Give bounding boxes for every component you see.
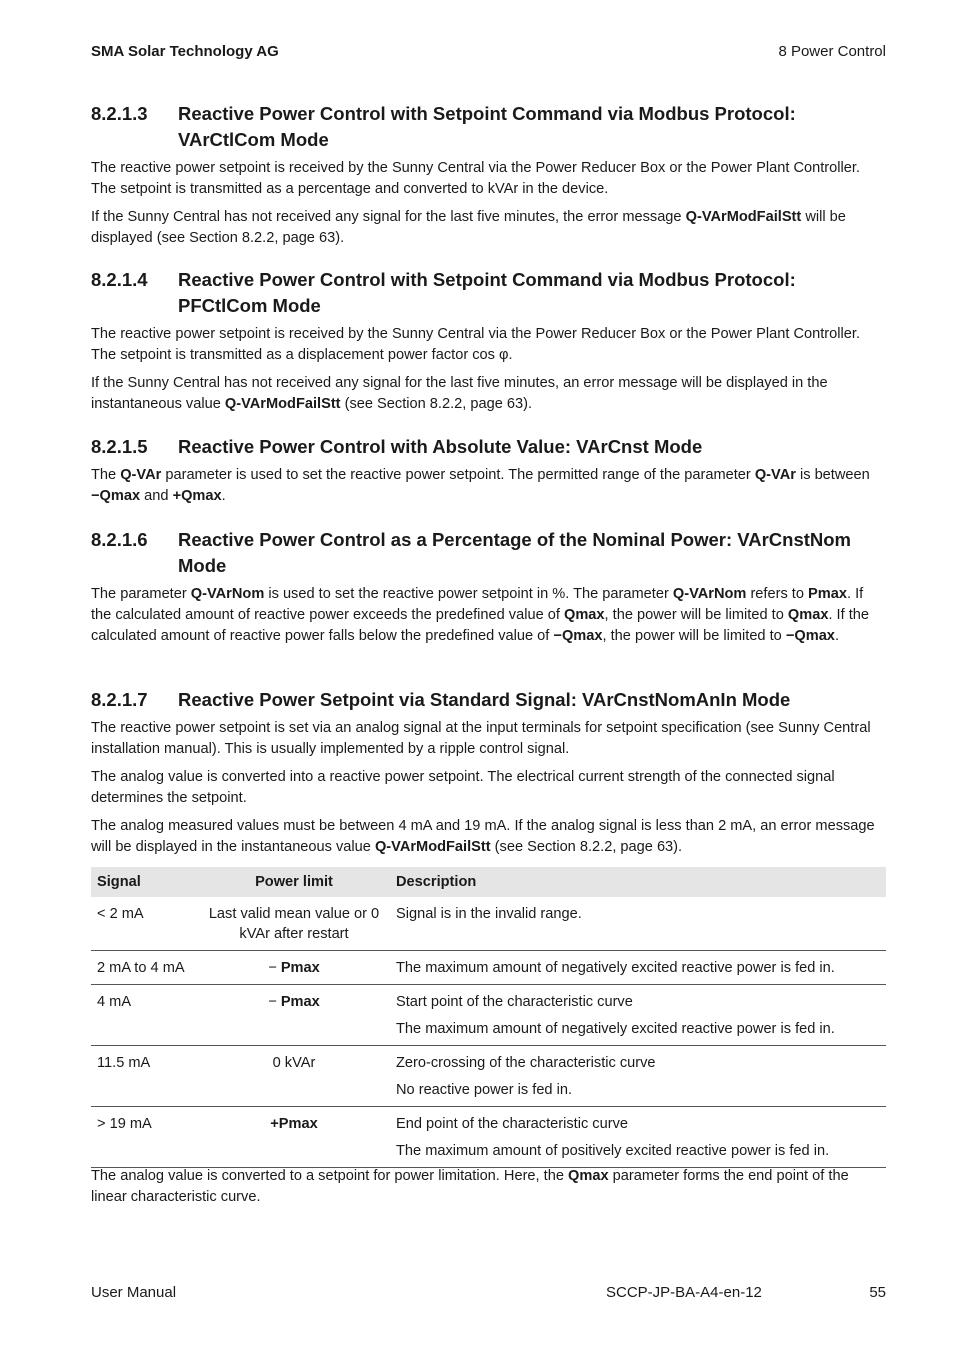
section-8-2-1-3 <box>91 101 886 249</box>
chapter-title: 8 Power Control <box>778 43 886 60</box>
footer-manual-label: User Manual <box>91 1284 177 1301</box>
section-8-2-1-6 <box>91 527 886 647</box>
paragraph: The reactive power setpoint is received by the Sunny Central via the Power Reducer Box or the Power Plant Controller. The setpoint is transmitted as a displacement power factor cos φ. <box>91 326 860 363</box>
section-heading <box>91 434 886 460</box>
page-footer <box>91 1284 886 1306</box>
description-cell: The maximum amount of negatively excited reactive power is fed in. <box>390 951 886 985</box>
section-title: Reactive Power Control with Absolute Value: VArCnst Mode <box>178 436 703 457</box>
column-header: Power limit <box>198 867 390 897</box>
signal-cell: 2 mA to 4 mA <box>91 951 198 985</box>
table-row <box>91 985 886 1046</box>
signal-cell: 11.5 mA <box>91 1046 198 1107</box>
signal-cell: < 2 mA <box>91 897 198 951</box>
column-header: Signal <box>91 867 198 897</box>
signal-table <box>91 867 886 1168</box>
paragraph: The analog measured values must be between 4 mA and 19 mA. If the analog signal is less than 2 mA, an error message will be displayed in the instantaneous value Q-VArModFailStt (see Section 8.2.2, page 63). <box>91 818 875 855</box>
section-8-2-1-5 <box>91 434 886 507</box>
section-title: Reactive Power Control with Setpoint Command via Modbus Protocol: PFCtlCom Mode <box>178 269 796 316</box>
description-cell: Zero-crossing of the characteristic curve No reactive power is fed in. <box>390 1046 886 1107</box>
page-number: 55 <box>869 1284 886 1301</box>
power-limit-cell: − Pmax <box>198 951 390 985</box>
section-number: 8.2.1.3 <box>91 103 148 124</box>
section-heading <box>91 267 886 319</box>
column-header: Description <box>390 867 886 897</box>
table-row <box>91 1107 886 1168</box>
table-row <box>91 1046 886 1107</box>
section-8-2-1-7 <box>91 687 886 858</box>
closing-section <box>91 1166 886 1208</box>
section-number: 8.2.1.4 <box>91 269 148 290</box>
description-cell: Signal is in the invalid range. <box>390 897 886 951</box>
paragraph: The reactive power setpoint is received by the Sunny Central via the Power Reducer Box or the Power Plant Controller. The setpoint is transmitted as a percentage and converted to kVAr in the device. <box>91 160 860 197</box>
paragraph: The analog value is converted to a setpoint for power limitation. Here, the Qmax parameter forms the end point of the linear characteristic curve. <box>91 1168 849 1205</box>
power-limit-cell: − Pmax <box>198 985 390 1046</box>
signal-cell: 4 mA <box>91 985 198 1046</box>
paragraph: The reactive power setpoint is set via an analog signal at the input terminals for setpoint specification (see Sunny Central installation manual). This is usually implemented by a ripple control signal. <box>91 720 871 757</box>
company-name: SMA Solar Technology AG <box>91 43 279 60</box>
paragraph: The parameter Q-VArNom is used to set the reactive power setpoint in %. The parameter Q-VArNom refers to Pmax. If the calculated amount of reactive power exceeds the predefined value of Qmax, the power will be limited to Qmax. If the calculated amount of reactive power falls below the predefined value of −Qmax, the power will be limited to −Qmax. <box>91 586 869 644</box>
power-limit-cell: 0 kVAr <box>198 1046 390 1107</box>
page-header <box>91 43 886 65</box>
section-title: Reactive Power Control as a Percentage of the Nominal Power: VArCnstNom Mode <box>178 529 852 576</box>
power-limit-cell: Last valid mean value or 0 kVAr after restart <box>198 897 390 951</box>
section-heading <box>91 527 886 579</box>
table-row <box>91 951 886 985</box>
signal-cell: > 19 mA <box>91 1107 198 1168</box>
paragraph: The analog value is converted into a reactive power setpoint. The electrical current strength of the connected signal determines the setpoint. <box>91 769 835 806</box>
section-title: Reactive Power Control with Setpoint Command via Modbus Protocol: VArCtlCom Mode <box>178 103 796 150</box>
section-8-2-1-4 <box>91 267 886 415</box>
section-number: 8.2.1.5 <box>91 436 148 457</box>
section-heading <box>91 101 886 153</box>
section-title: Reactive Power Setpoint via Standard Signal: VArCnstNomAnIn Mode <box>178 689 791 710</box>
paragraph: The Q-VAr parameter is used to set the reactive power setpoint. The permitted range of the parameter Q-VAr is between −Qmax and +Qmax. <box>91 467 870 504</box>
description-cell: Start point of the characteristic curve The maximum amount of negatively excited reactive power is fed in. <box>390 985 886 1046</box>
section-number: 8.2.1.6 <box>91 529 148 550</box>
power-limit-cell: +Pmax <box>198 1107 390 1168</box>
description-cell: End point of the characteristic curve The maximum amount of positively excited reactive power is fed in. <box>390 1107 886 1168</box>
table-row <box>91 897 886 951</box>
section-heading <box>91 687 886 713</box>
paragraph: If the Sunny Central has not received any signal for the last five minutes, the error message Q-VArModFailStt will be displayed (see Section 8.2.2, page 63). <box>91 209 846 246</box>
section-number: 8.2.1.7 <box>91 689 148 710</box>
document-code: SCCP-JP-BA-A4-en-12 <box>606 1284 762 1301</box>
paragraph: If the Sunny Central has not received any signal for the last five minutes, an error message will be displayed in the instantaneous value Q-VArModFailStt (see Section 8.2.2, page 63). <box>91 375 828 412</box>
